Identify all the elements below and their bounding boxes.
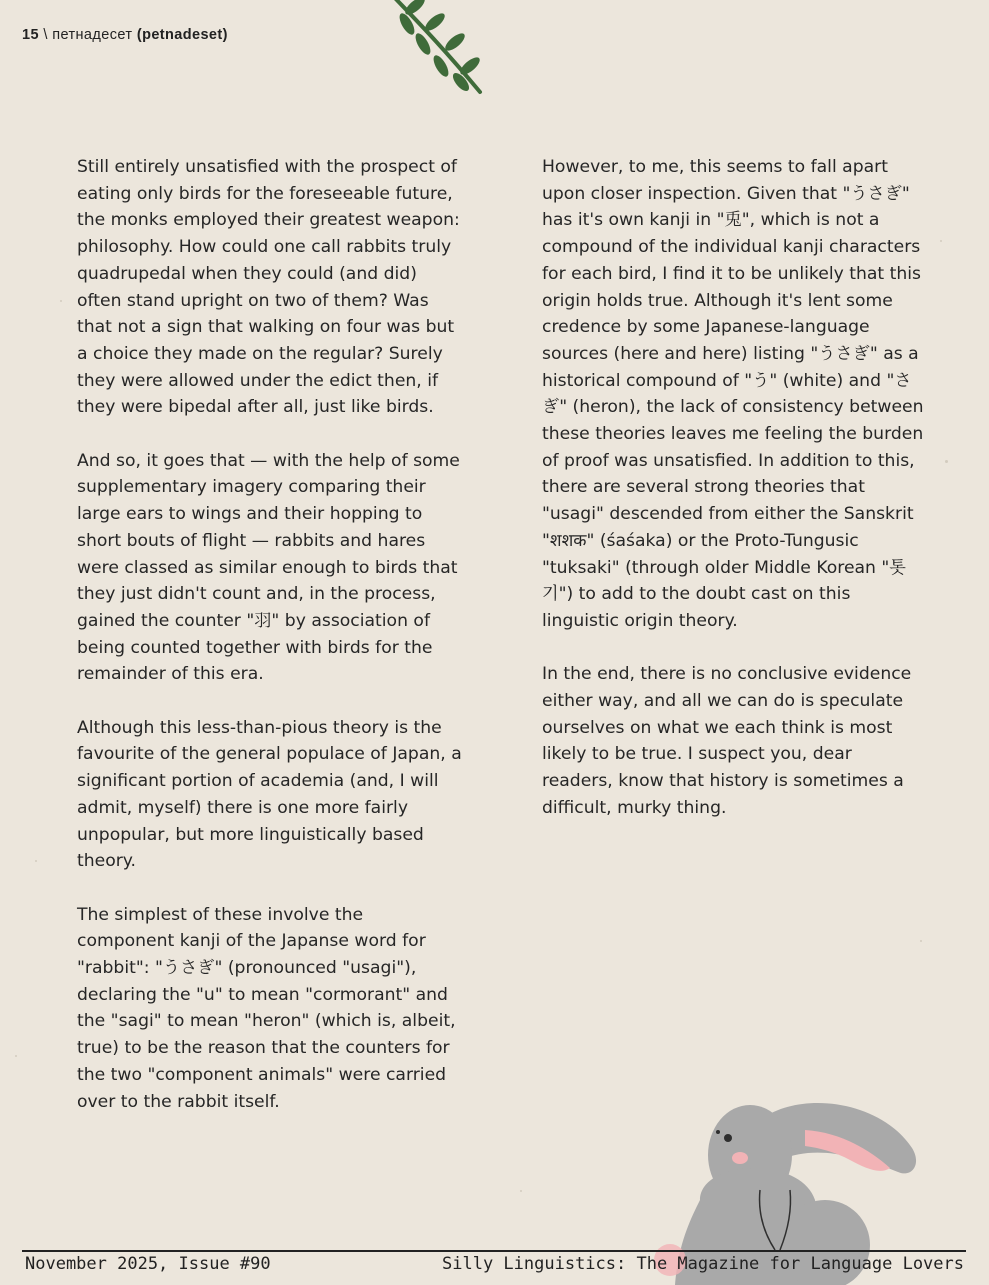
page-number-transliteration: (petnadeset) — [136, 27, 228, 43]
page-number-word: петнадесет — [52, 27, 133, 43]
article-column-left — [77, 154, 465, 1142]
header-separator: \ — [43, 27, 48, 43]
paper-speck — [520, 1190, 522, 1192]
paper-speck — [945, 460, 948, 463]
leaf-sprig-icon — [385, 0, 495, 99]
paper-speck — [60, 300, 62, 302]
paragraph: And so, it goes that — with the help of some supplementary imagery comparing their large ears to wings and their hopping to short bouts of flight — rabbits and hares were classed as similar enough to birds that they just didn't count and, in the process, gained the counter "羽" by association of being counted together with birds for the remainder of this era. — [77, 450, 460, 685]
paper-speck — [15, 1055, 17, 1057]
footer-rule — [22, 1250, 966, 1252]
paragraph: Although this less-than-pious theory is the favourite of the general populace of Japan, a significant portion of academia (and, I will admit, myself) there is one more fairly unpopular, but more linguistically based theory. — [77, 717, 462, 872]
article-column-right — [542, 154, 927, 848]
page-header — [22, 27, 228, 43]
paper-speck — [920, 940, 922, 942]
paper-speck — [35, 860, 37, 862]
paragraph: The simplest of these involve the component kanji of the Japanse word for "rabbit": "うさぎ" (pronounced "usagi"), declaring the "u" to mean "cormorant" and the "sagi" to mean "heron" (which is, albeit, true) to be the reason that the counters for the two "component animals" were carried over to the rabbit itself. — [77, 904, 456, 1112]
page-number: 15 — [22, 27, 39, 43]
paragraph: Still entirely unsatisfied with the prospect of eating only birds for the foreseeable future, the monks employed their greatest weapon: philosophy. How could one call rabbits truly quadrupedal when they could (and did) often stand upright on two of them? Was that not a sign that walking on four was but a choice they made on the regular? Surely they were allowed under the edict then, if they were bipedal after all, just like birds. — [77, 157, 460, 418]
paper-speck — [940, 240, 942, 242]
paragraph: However, to me, this seems to fall apart upon closer inspection. Given that "うさぎ" has it's own kanji in "兎", which is not a compound of the individual kanji characters for each bird, I find it to be unlikely that this origin holds true. Although it's lent some credence by some Japanese-language sources (here and here) listing "うさぎ" as a historical compound of "う" (white) and "さぎ" (heron), the lack of consistency between these theories leaves me feeling the burden of proof was unsatisfied. In addition to this, there are several strong theories that "usagi" descended from either the Sanskrit "शशक" (śaśaka) or the Proto-Tungusic "tuksaki" (through older Middle Korean "톳기") to add to the doubt cast on this linguistic origin theory. — [542, 157, 924, 631]
paragraph: In the end, there is no conclusive evidence either way, and all we can do is speculate ourselves on what we each think is most likely to be true. I suspect you, dear readers, know that history is sometimes a difficult, murky thing. — [542, 664, 912, 818]
footer-issue: November 2025, Issue #90 — [25, 1254, 271, 1274]
footer-magazine-title: Silly Linguistics: The Magazine for Language Lovers — [442, 1254, 964, 1274]
